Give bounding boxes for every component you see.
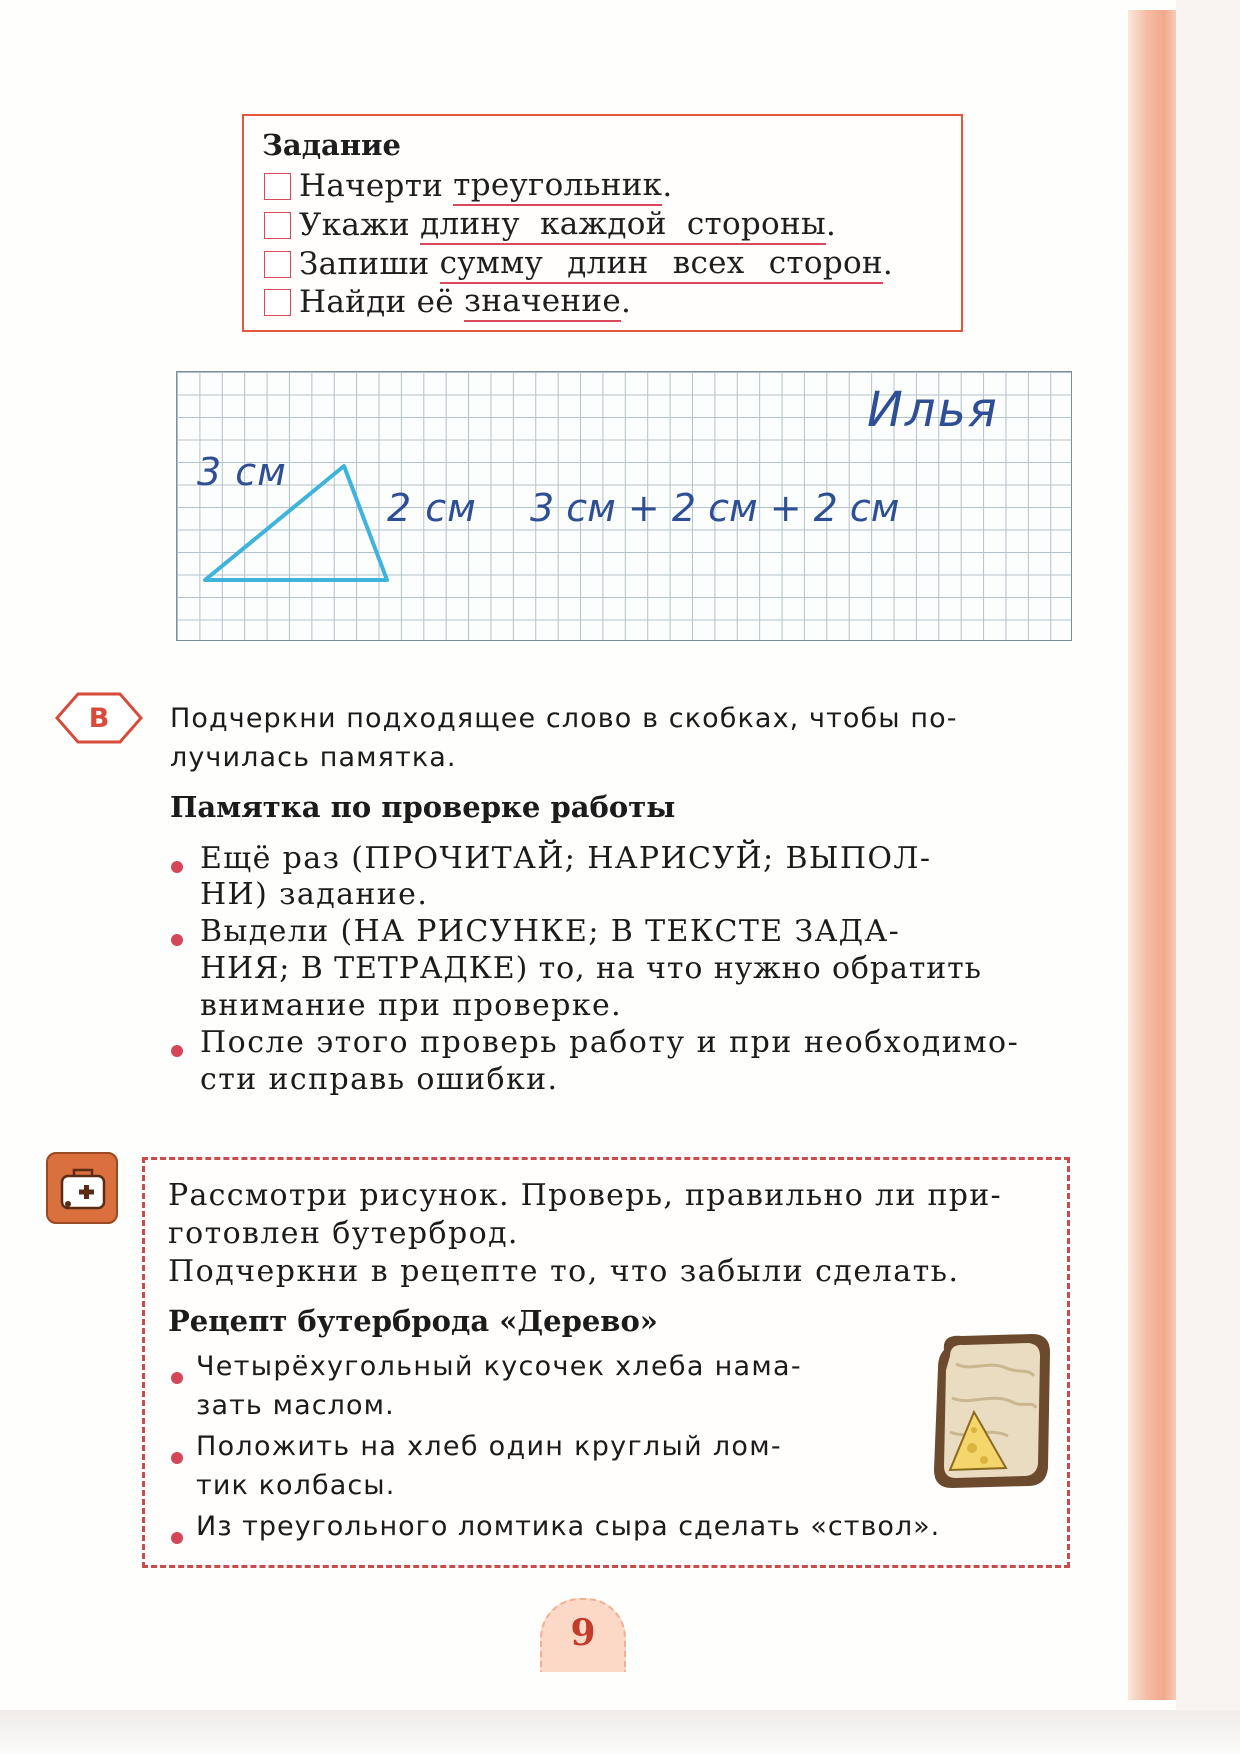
task-item xyxy=(264,168,673,204)
marker-letter: В xyxy=(88,702,110,734)
grid-paper[interactable] xyxy=(176,371,1072,641)
section-b-marker xyxy=(54,690,144,750)
recipe-line: зать маслом. xyxy=(196,1390,395,1421)
task-item xyxy=(264,207,836,243)
bullet-dot xyxy=(171,1372,183,1384)
memo-line: Выдели (НА РИСУНКЕ; В ТЕКСТЕ ЗАДА- xyxy=(200,914,901,949)
task-title: Задание xyxy=(262,128,402,162)
task-item xyxy=(264,284,631,320)
recipe-intro-line: готовлен бутерброд. xyxy=(168,1216,519,1251)
recipe-intro-line: Подчеркни в рецепте то, что забыли сделать. xyxy=(168,1254,960,1289)
checkbox[interactable] xyxy=(264,289,291,316)
memo-line: сти исправь ошибки. xyxy=(200,1062,559,1097)
handwritten-side-a: 3 см xyxy=(197,450,287,494)
task-text: Запиши xyxy=(299,246,440,282)
recipe-line: Положить на хлеб один круглый лом- xyxy=(196,1431,782,1462)
recipe-intro-line: Рассмотри рисунок. Проверь, правильно ли при- xyxy=(168,1178,1002,1213)
handwritten-side-b: 2 см xyxy=(387,486,477,530)
bullet-dot xyxy=(171,861,183,873)
memo-line: Ещё раз (ПРОЧИТАЙ; НАРИСУЙ; ВЫПОЛ- xyxy=(200,841,932,876)
bullet-dot xyxy=(171,1045,183,1057)
recipe-title: Рецепт бутерброда «Дерево» xyxy=(168,1304,658,1338)
memo-title: Памятка по проверке работы xyxy=(170,790,676,824)
bullet-dot xyxy=(171,934,183,946)
scan-shadow xyxy=(0,1710,1240,1754)
bread-with-cheese-icon xyxy=(922,1328,1062,1498)
bullet-dot xyxy=(171,1532,183,1544)
checkbox[interactable] xyxy=(264,173,291,200)
instruction-line: Подчеркни подходящее слово в скобках, чтобы по- xyxy=(170,703,958,734)
task-item xyxy=(264,246,893,282)
checkbox[interactable] xyxy=(264,212,291,239)
task-box xyxy=(242,114,963,332)
underlined-text: треугольник xyxy=(453,167,662,206)
task-text: Укажи xyxy=(299,207,421,243)
task-punct: . xyxy=(882,246,894,282)
first-aid-kit-icon xyxy=(46,1152,118,1224)
instruction-line: лучилась памятка. xyxy=(170,742,457,773)
task-punct: . xyxy=(621,284,632,320)
memo-line: НИЯ; В ТЕТРАДКЕ) то, на что нужно обратить xyxy=(200,951,982,986)
page-edge xyxy=(1128,10,1176,1700)
underlined-text: длину каждой стороны xyxy=(420,206,826,245)
recipe-line: Четырёхугольный кусочек хлеба нама- xyxy=(196,1351,802,1382)
memo-line: После этого проверь работу и при необходимо- xyxy=(200,1025,1020,1060)
bullet-dot xyxy=(171,1452,183,1464)
memo-line: НИ) задание. xyxy=(200,877,429,912)
page-number: 9 xyxy=(570,1612,596,1654)
sandwich-image xyxy=(922,1328,1062,1502)
recipe-line: тик колбасы. xyxy=(196,1470,396,1501)
task-punct: . xyxy=(825,207,837,243)
memo-line: внимание при проверке. xyxy=(200,988,623,1023)
underlined-text: сумму длин всех сторон xyxy=(440,245,883,284)
underlined-text: значение xyxy=(464,283,621,322)
checkbox[interactable] xyxy=(264,251,291,278)
handwritten-sum: 3 см + 2 см + 2 см xyxy=(530,486,900,530)
recipe-line: Из треугольного ломтика сыра сделать «ствол». xyxy=(196,1511,941,1542)
handwritten-name: Илья xyxy=(867,382,999,438)
task-text: Начерти xyxy=(299,168,454,204)
task-text: Найди её xyxy=(299,284,465,320)
task-punct: . xyxy=(662,168,673,204)
